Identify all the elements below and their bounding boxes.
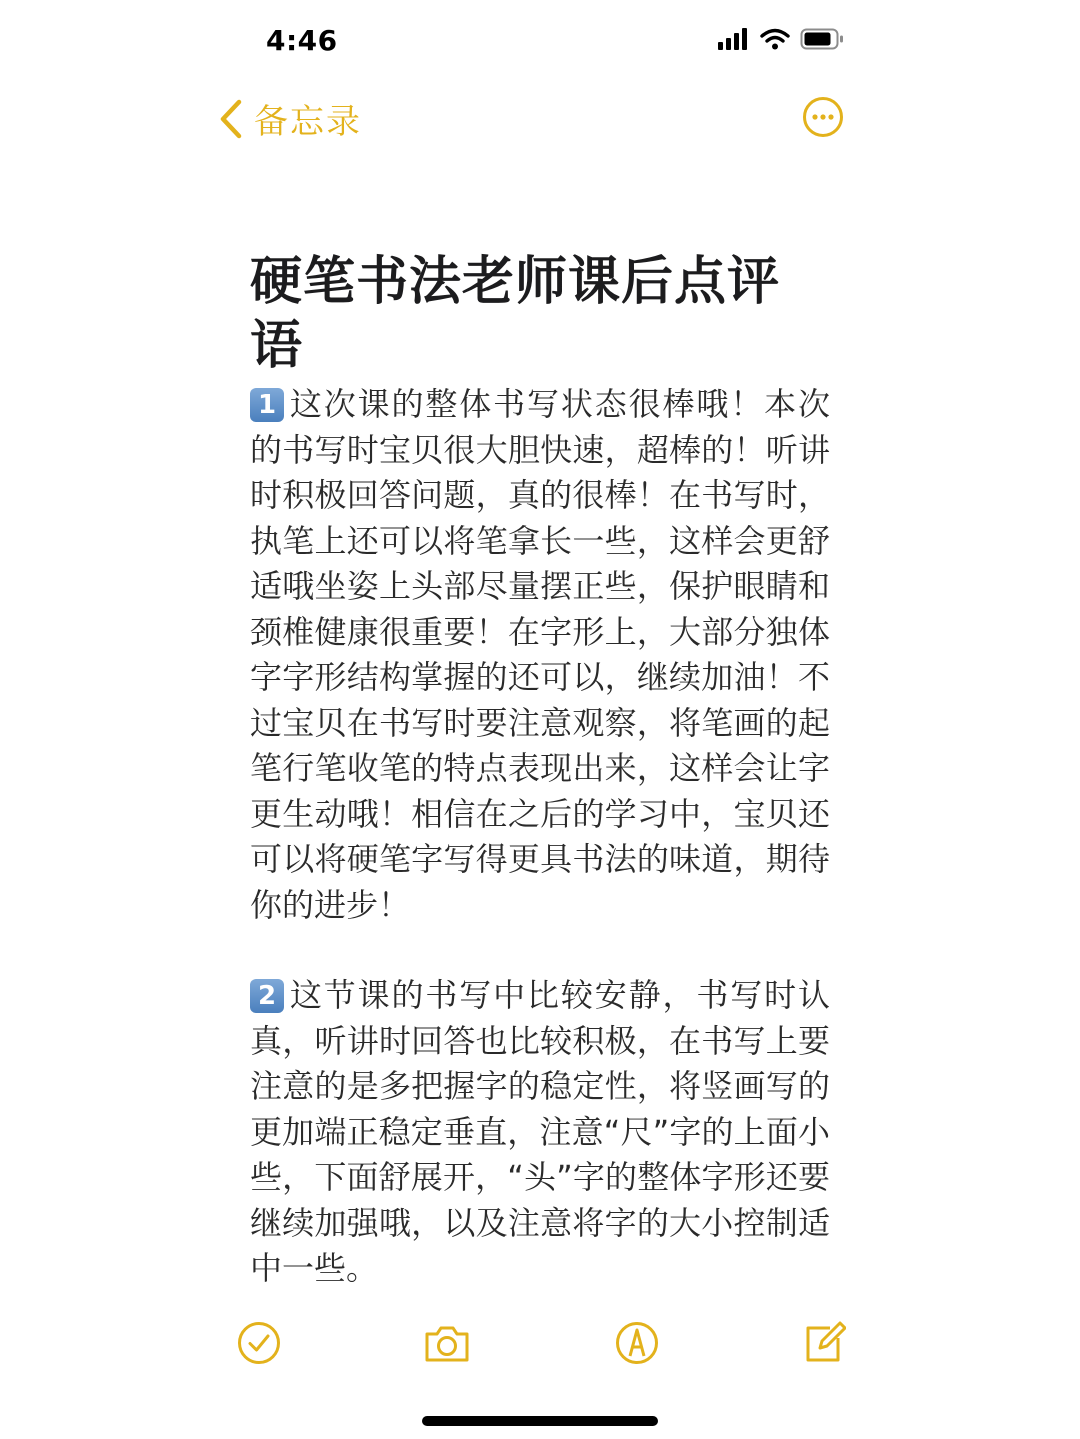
checklist-icon[interactable]: [236, 1320, 282, 1366]
cellular-signal-icon: [718, 28, 750, 50]
back-button-label: 备忘录: [254, 102, 362, 142]
keycap-one-icon: 1: [250, 388, 284, 422]
status-time: 4:46: [266, 24, 338, 57]
bottom-toolbar: [236, 1320, 844, 1368]
home-indicator[interactable]: [422, 1416, 658, 1426]
note-body[interactable]: [250, 250, 830, 1292]
compose-icon[interactable]: [800, 1320, 846, 1366]
markup-pen-icon[interactable]: [614, 1320, 660, 1366]
back-button[interactable]: [218, 94, 362, 143]
more-options-button[interactable]: [802, 96, 844, 138]
chevron-left-icon: [218, 98, 244, 140]
paragraph-text: 这节课的书写中比较安静，书写时认真，听讲时回答也比较积极，在书写上要注意的是多把握字的稳定性，将竖画写的更加端正稳定垂直，注意“尺”字的上面小些，下面舒展开，“头”字的整体字形还要继续加强哦，以及注意将字的大小控制适中一些。: [250, 976, 830, 1287]
wifi-icon: [760, 28, 790, 50]
battery-icon: [800, 28, 844, 50]
paragraph-text: 这次课的整体书写状态很棒哦！本次的书写时宝贝很大胆快速，超棒的！听讲时积极回答问题，真的很棒！在书写时，执笔上还可以将笔拿长一些，这样会更舒适哦坐姿上头部尽量摆正些，保护眼睛和颈椎健康很重要！在字形上，大部分独体字字形结构掌握的还可以，继续加油！不过宝贝在书写时要注意观察，将笔画的起笔行笔收笔的特点表现出来，这样会让字更生动哦！相信在之后的学习中，宝贝还可以将硬笔字写得更具书法的味道，期待你的进步！: [250, 385, 830, 924]
camera-icon[interactable]: [422, 1320, 472, 1366]
note-paragraph-1: [250, 382, 830, 928]
status-icons: [718, 28, 844, 50]
keycap-two-icon: 2: [250, 979, 284, 1013]
note-title: 硬笔书法老师课后点评语: [250, 252, 781, 376]
note-paragraph-2: [250, 973, 830, 1292]
